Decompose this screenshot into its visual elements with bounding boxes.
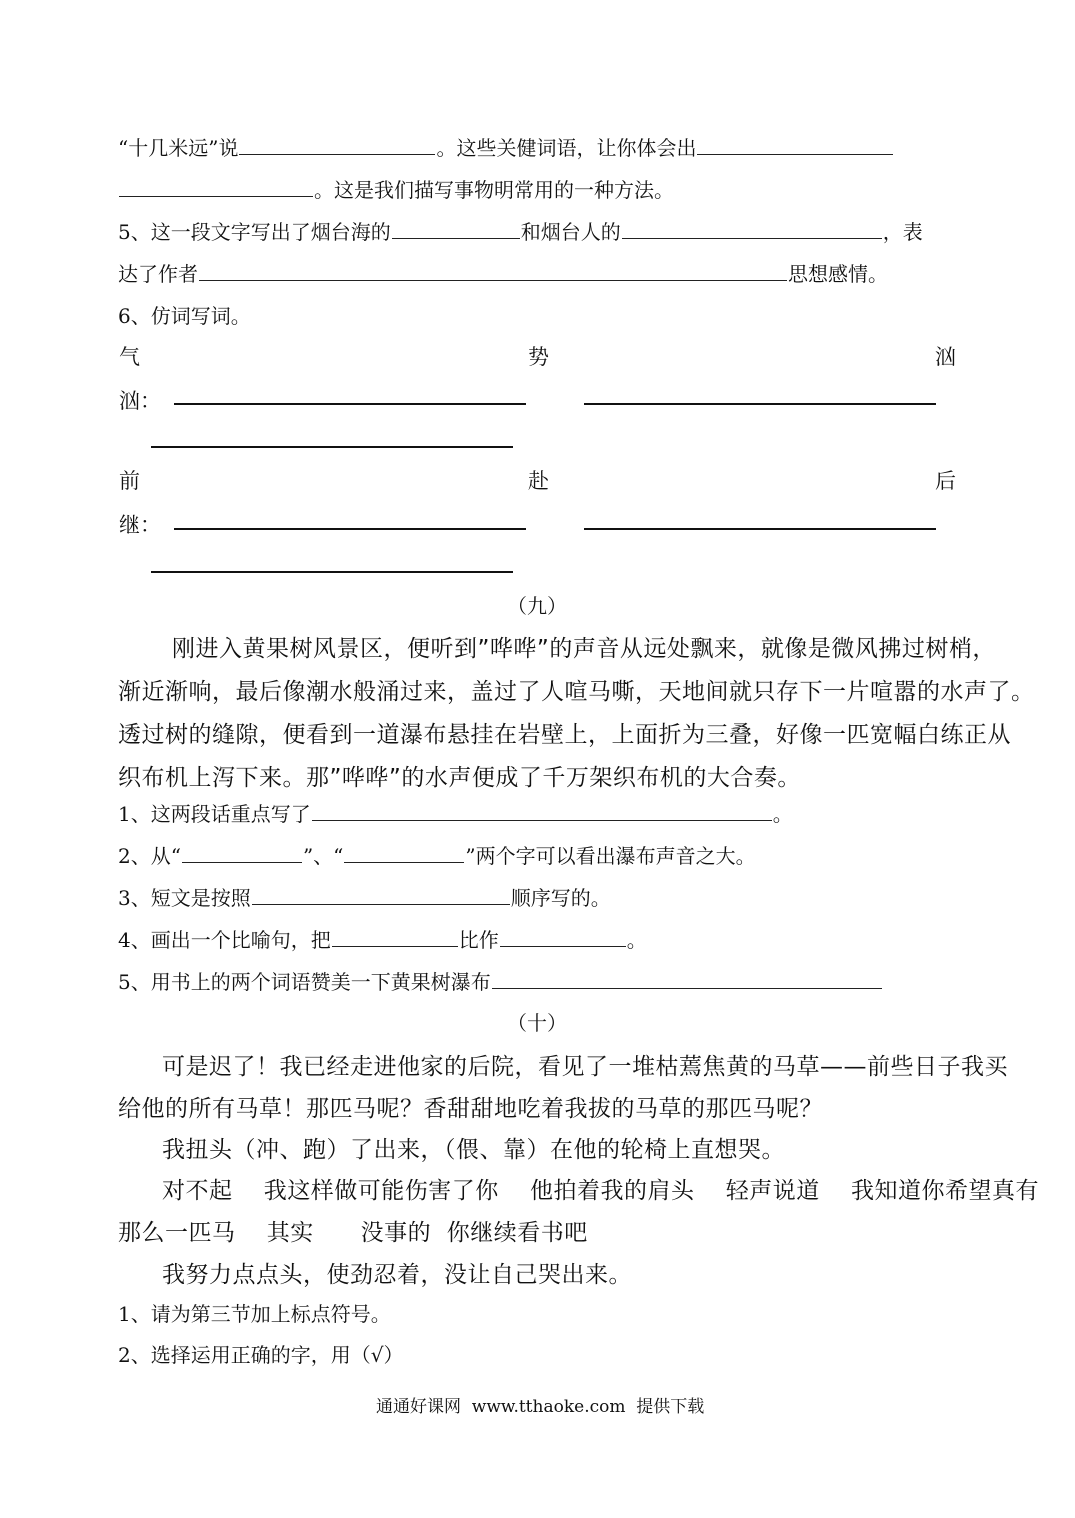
blank-field[interactable] [500,945,626,947]
text: 。 [772,802,793,826]
answer-line[interactable] [174,528,526,530]
answer-line[interactable] [584,403,936,405]
answer-line[interactable] [174,403,526,405]
question-4 [118,924,647,953]
blank-field[interactable] [239,153,435,155]
blank-field[interactable] [697,153,893,155]
text: 和烟台人的 [520,220,621,244]
word-char: 赴 [528,469,549,493]
text: 顺序写的。 [510,886,611,910]
paragraph-line: 可是迟了！我已经走进他家的后院，看见了一堆枯蔫焦黄的马草——前些日子我买 [162,1054,1008,1080]
text: ”、“ [302,844,344,868]
blank-field[interactable] [199,279,787,281]
paragraph-line: 织布机上泻下来。那”哗哗”的水声便成了千万架织布机的大合奏。 [118,765,801,791]
word-char: 继： [119,513,161,537]
text: 。这是我们描写事物明常用的一种方法。 [314,178,674,202]
paragraph-line: 渐近渐响，最后像潮水般涌过来，盖过了人喧马嘶，天地间就只存下一片喧嚣的水声了。 [118,679,1035,705]
answer-line[interactable] [584,528,936,530]
text: 比作 [458,928,499,952]
paragraph-line: 刚进入黄果树风景区，便听到”哗哗”的声音从远处飘来，就像是微风拂过树梢， [172,636,996,662]
answer-line[interactable] [151,446,513,448]
question-1 [118,798,793,827]
text: 达了作者 [118,262,198,286]
line-1 [118,132,894,161]
question-5 [118,216,923,245]
word-char: 汹 [935,345,956,369]
word-char: 前 [119,469,140,493]
blank-field[interactable] [332,945,458,947]
blank-field[interactable] [312,819,772,821]
text: 1、这两段话重点写了 [118,802,311,826]
paragraph-line: 那么一匹马 其实 没事的 你继续看书吧 [118,1220,588,1246]
text: “十几米远”说 [118,136,239,160]
blank-field[interactable] [392,237,520,239]
text: ”两个字可以看出瀑布声音之大。 [465,844,756,868]
question-1: 1、请为第三节加上标点符号。 [118,1302,391,1326]
text: 4、画出一个比喻句，把 [118,928,331,952]
text: ，表 [882,220,923,244]
word-char: 汹： [119,389,161,413]
blank-field[interactable] [492,987,882,989]
word-char: 后 [935,469,956,493]
word-char: 气 [119,345,140,369]
text: 2、从“ [118,844,181,868]
text: 5、这一段文字写出了烟台海的 [118,220,391,244]
word-char: 势 [528,345,549,369]
text: 思想感情。 [788,262,888,286]
line-2 [118,174,674,203]
paragraph-line: 我努力点点头，使劲忍着，没让自己哭出来。 [162,1262,632,1288]
blank-field[interactable] [182,861,302,863]
text: 3、短文是按照 [118,886,251,910]
section-header: （九） [507,594,567,618]
text: 。这些关健词语，让你体会出 [436,136,697,160]
text: 。 [626,928,647,952]
paragraph-line: 我扭头（冲、跑）了出来，（偎、靠）在他的轮椅上直想哭。 [162,1137,785,1163]
page-footer: 通通好课网 www.tthaoke.com 提供下载 [376,1397,705,1417]
blank-field[interactable] [622,237,882,239]
question-3 [118,882,611,911]
question-5-cont [118,258,888,287]
question-2: 2、选择运用正确的字，用（√） [118,1343,404,1367]
section-header: （十） [507,1011,567,1035]
question-5 [118,966,883,995]
blank-field[interactable] [252,903,510,905]
paragraph-line: 对不起 我这样做可能伤害了你 他拍着我的肩头 轻声说道 我知道你希望真有 [162,1178,1039,1204]
text: 5、用书上的两个词语赞美一下黄果树瀑布 [118,970,491,994]
question-6: 6、仿词写词。 [118,304,251,328]
blank-field[interactable] [119,195,313,197]
answer-line[interactable] [151,571,513,573]
blank-field[interactable] [344,861,464,863]
paragraph-line: 透过树的缝隙，便看到一道瀑布悬挂在岩壁上，上面折为三叠，好像一匹宽幅白练正从 [118,722,1011,748]
paragraph-line: 给他的所有马草！那匹马呢？香甜甜地吃着我拔的马草的那匹马呢？ [118,1096,823,1122]
question-2 [118,840,756,869]
